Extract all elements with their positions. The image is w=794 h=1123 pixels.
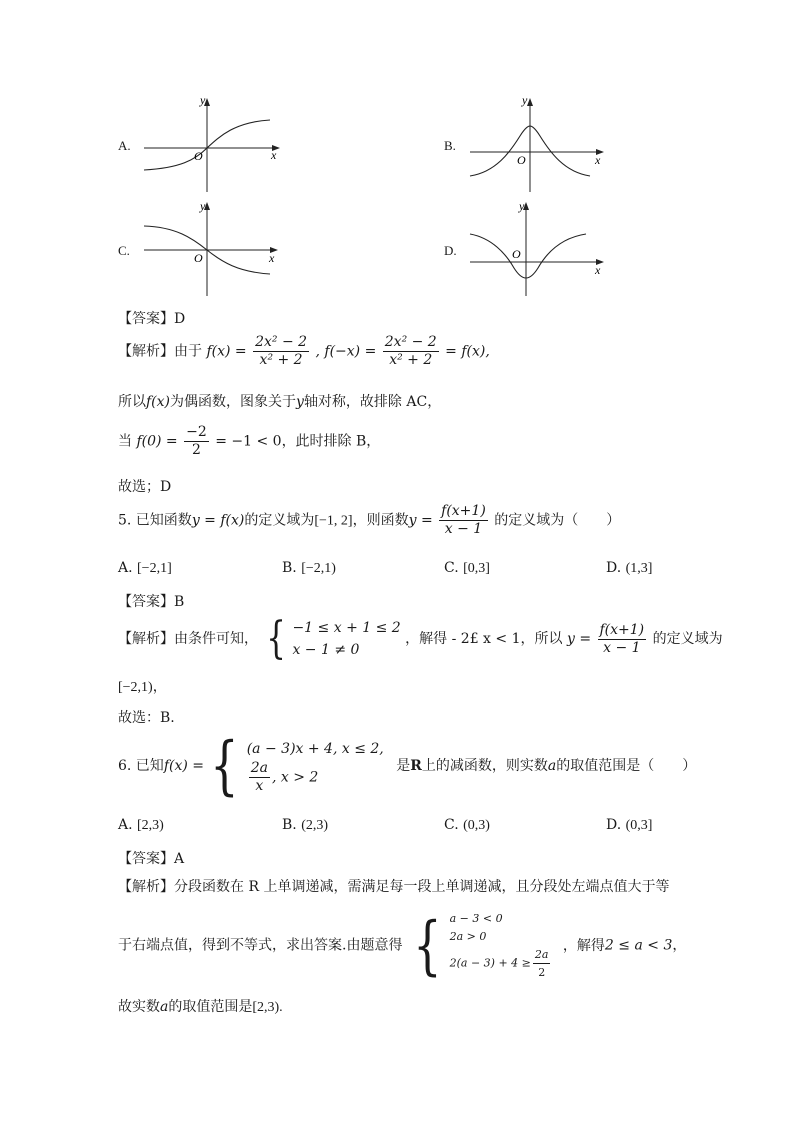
q4-l3-b: = −1 < 0 [215, 433, 282, 450]
option-d-label: D. [444, 243, 457, 258]
q5-analysis-line-1 [118, 613, 723, 664]
q4-l2-y: y [296, 394, 304, 410]
q6-answer-tag: 【答案】 [118, 851, 174, 867]
q4-l1-num: 2x² − 2 [255, 334, 308, 350]
q4-analysis-tag: 【解析】 [118, 343, 174, 360]
q6-a5: ， [672, 937, 687, 954]
q5-option-b [282, 560, 336, 577]
q4-l2-fx: f(x) [146, 394, 171, 410]
q4-l2-c: 轴对称，故排除 AC， [303, 394, 442, 410]
q6-piece-1: (a − 3)x + 4, x ≤ 2, [246, 740, 384, 757]
q6-option-a-value: [2,3) [137, 818, 164, 833]
q4-l3-f0: f(0) = [136, 433, 178, 450]
graph-c-x-label: x [269, 251, 275, 265]
q5-stem-a: 5. 已知函数 [118, 512, 192, 529]
q5-brace: { [266, 613, 287, 664]
q6-brace: { [210, 729, 239, 803]
graph-a-x-label: x [271, 148, 277, 162]
q6-option-b-value: (2,3) [301, 818, 329, 833]
q4-l3-a: 当 [118, 433, 132, 450]
q6-stem-f: f(x) = [163, 758, 204, 774]
q5-system [292, 617, 400, 661]
q5-a-y: y = [566, 631, 592, 647]
q6-option-a-label: A. [118, 817, 133, 833]
q6-c1: 故实数 [118, 999, 160, 1015]
q6-option-d-value: (0,3] [625, 818, 653, 833]
graph-d-origin-label: O [512, 247, 521, 261]
graph-d-x-label: x [595, 263, 601, 277]
q5-answer [118, 591, 184, 611]
q4-choose: 故选；D [118, 479, 172, 495]
q4-l2-b: 为偶函数，图象关于 [170, 394, 297, 410]
q6-system-3-den: 2 [538, 966, 546, 979]
q4-l1-fraction [253, 334, 309, 369]
q6-piece-2-num: 2a [250, 759, 268, 776]
q6-system-1: a − 3 < 0 [449, 912, 503, 925]
q5-a-den: x − 1 [603, 639, 641, 656]
q5-choose: 故选：B. [118, 710, 175, 726]
q6-option-d [606, 817, 652, 834]
q6-system-brace: { [413, 908, 442, 983]
graph-b-origin-label: O [517, 153, 526, 167]
q4-l1-text: 由于 [174, 343, 202, 360]
q6-c3: [2,3). [252, 1000, 283, 1015]
graph-c-y-label: y [200, 199, 206, 213]
q6-system-3-a: 2(a − 3) + 4 ≥ [449, 956, 531, 970]
q6-analysis-line-2 [118, 910, 686, 981]
q5-stem-d: 的定义域为（ ） [494, 512, 621, 529]
q5-option-d [606, 560, 652, 577]
q6-stem-b: 是 [396, 758, 411, 774]
q6-piece-2-cond: , x > 2 [271, 769, 319, 785]
q4-answer [118, 308, 185, 328]
q6-system-2: 2a > 0 [449, 930, 487, 943]
q5-stem-num: f(x+1) [441, 503, 486, 519]
q6-stem [118, 729, 697, 803]
q6-c2: 的取值范围是 [168, 999, 253, 1015]
q5-option-c-value: [0,3] [463, 561, 490, 576]
graph-b-y-label: y [522, 93, 528, 107]
q5-a2: ，解得 - 2£ x < 1，所以 [405, 631, 563, 647]
q4-analysis-line-1 [118, 334, 490, 369]
graph-a-origin-label: O [194, 149, 203, 163]
q5-option-d-value: (1,3] [625, 561, 653, 576]
q5-option-b-label: B. [282, 560, 297, 576]
q4-analysis-line-2 [118, 391, 441, 411]
graph-b-x-label: x [595, 153, 601, 167]
q5-option-a-label: A. [118, 560, 133, 576]
q4-l3-num: −2 [186, 424, 207, 440]
q4-analysis-line-3 [118, 424, 380, 459]
q4-l3-fraction [184, 424, 209, 459]
q5-option-a [118, 560, 172, 577]
q6-c-var-a: a [160, 999, 169, 1015]
q6-option-b [282, 817, 328, 834]
q6-answer [118, 848, 184, 868]
q4-l1-mid: , f(−x) = [315, 343, 377, 360]
q4-l1-fraction-2 [383, 334, 439, 369]
q5-stem-b: 的定义域为 [244, 512, 315, 529]
q5-stem-y: y = [408, 512, 433, 529]
q6-piecewise [247, 738, 384, 795]
q5-option-c-label: C. [444, 560, 459, 576]
q6-a1: 分段函数在 R 上单调递减，需满足每一段上单调递减，且分段处左端点值大于等 [174, 879, 670, 895]
q5-answer-tag: 【答案】 [118, 594, 174, 610]
q5-a4: [−2,1)， [118, 680, 167, 695]
graph-a [140, 92, 290, 194]
q6-option-a [118, 817, 164, 834]
q5-a1: 由条件可知， [174, 631, 258, 647]
q6-answer-value: A [174, 851, 185, 867]
q5-answer-value: B [174, 594, 185, 610]
q5-stem-den: x − 1 [444, 521, 483, 537]
graph-a-y-label: y [200, 93, 206, 107]
q6-stem-c: 上的减函数，则实数 [421, 758, 548, 774]
q6-system-3-num: 2a [533, 946, 551, 964]
q4-l1-den2: x² + 2 [389, 352, 433, 368]
q4-l3-den: 2 [191, 442, 201, 458]
q4-l1-den: x² + 2 [259, 352, 303, 368]
option-a-label: A. [118, 138, 131, 153]
graph-b [466, 92, 616, 194]
q6-a3: ，解得 [562, 937, 605, 954]
graph-d [466, 196, 616, 298]
q6-stem-r: R [410, 758, 422, 774]
q5-sys-1: −1 ≤ x + 1 ≤ 2 [292, 620, 401, 636]
q6-option-d-label: D. [606, 817, 622, 833]
q4-answer-value: D [174, 311, 186, 327]
q6-piece-2-den: x [255, 777, 264, 794]
q5-stem-c: ，则函数 [352, 512, 409, 529]
q6-stem-var-a: a [547, 758, 557, 774]
q5-stem-domain: [−1, 2] [314, 513, 353, 529]
q5-a-num: f(x+1) [599, 621, 645, 638]
q5-stem-f: y = f(x) [191, 512, 245, 529]
graph-c-origin-label: O [194, 251, 203, 265]
q6-stem-d: 的取值范围是（ ） [556, 758, 697, 774]
q5-stem-fraction [439, 503, 488, 538]
q6-system-3-fraction [533, 946, 551, 981]
q6-a4: 2 ≤ a < 3 [604, 937, 673, 954]
graph-d-y-label: y [519, 199, 525, 213]
q6-a2: 于右端点值，得到不等式，求出答案.由题意得 [118, 937, 403, 954]
q5-a-fraction [598, 622, 647, 657]
q6-piece-2-fraction [249, 760, 270, 795]
q5-option-b-value: [−2,1) [301, 561, 336, 576]
q5-sys-2: x − 1 ≠ 0 [292, 642, 360, 658]
q6-option-c-label: C. [444, 817, 459, 833]
q5-analysis-line-2 [118, 676, 167, 696]
q6-option-c-value: (0,3) [463, 818, 490, 833]
q5-analysis-tag: 【解析】 [118, 631, 174, 647]
q5-option-d-label: D. [606, 560, 622, 576]
q5-option-c [444, 560, 490, 577]
q6-piece-2 [247, 760, 384, 795]
q4-l1-num2: 2x² − 2 [384, 334, 437, 350]
q4-l3-c: ，此时排除 B， [281, 433, 381, 450]
q5-a3: 的定义域为 [652, 631, 723, 647]
graph-c [140, 196, 290, 298]
q4-l1-fx: f(x) = [206, 343, 247, 360]
q4-l2-a: 所以 [118, 394, 146, 410]
q6-analysis-tag: 【解析】 [118, 879, 174, 895]
q4-l1-end: = f(x), [445, 343, 490, 360]
q4-answer-tag: 【答案】 [118, 311, 174, 327]
option-c-label: C. [118, 243, 130, 258]
q6-system [450, 910, 553, 981]
q6-analysis-line-1 [118, 876, 669, 896]
q5-option-a-value: [−2,1] [137, 561, 172, 576]
q6-system-3 [450, 946, 553, 981]
q6-option-c [444, 817, 490, 834]
q6-stem-a: 6. 已知 [118, 758, 164, 774]
q6-option-b-label: B. [282, 817, 297, 833]
q6-conclusion [118, 996, 283, 1016]
q5-stem [118, 503, 620, 538]
option-b-label: B. [444, 138, 456, 153]
